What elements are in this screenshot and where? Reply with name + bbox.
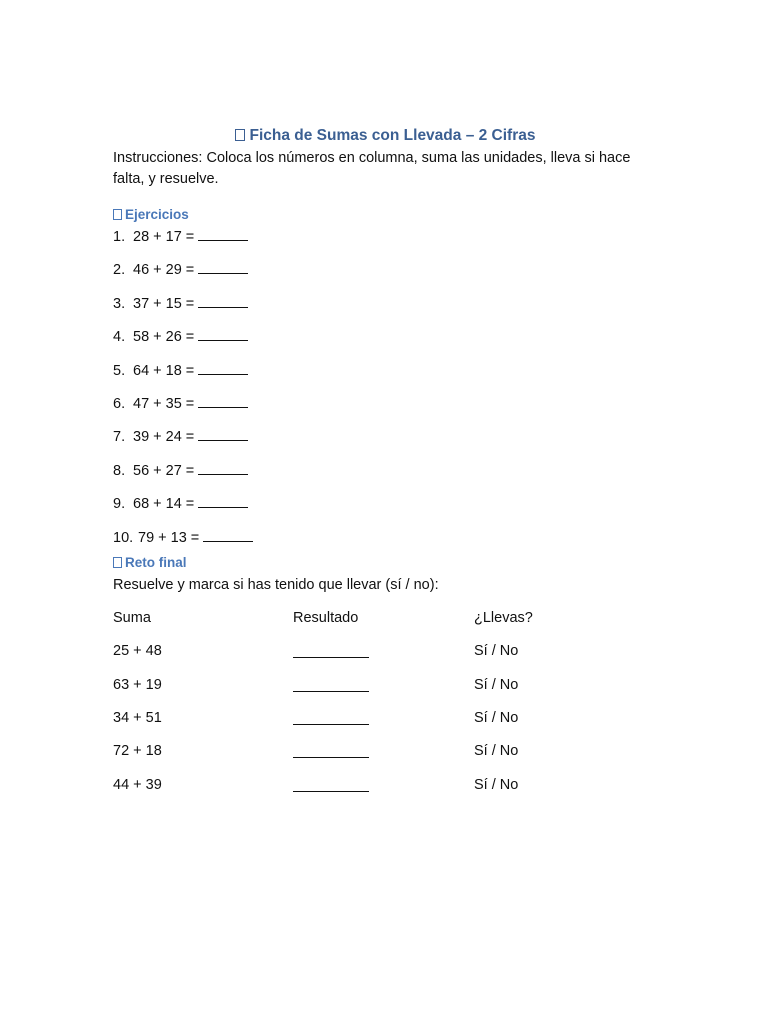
suma-cell: 72 + 18	[113, 743, 162, 760]
result-blank[interactable]	[293, 742, 369, 758]
llevas-cell[interactable]: Sí / No	[474, 710, 519, 727]
instructions-text: Instrucciones: Coloca los números en columna, suma las unidades, lleva si hace falta, y resuelve.	[113, 150, 631, 187]
answer-blank[interactable]	[198, 428, 248, 441]
exercise-number: 1.	[113, 229, 126, 245]
exercise-expression: 46 + 29 =	[133, 262, 195, 279]
answer-blank[interactable]	[198, 295, 248, 308]
exercise-number: 5.	[113, 362, 126, 379]
reto-intro-text: Resuelve y marca si has tenido que llevar (sí / no):	[113, 576, 439, 593]
exercise-expression: 47 + 35 =	[133, 395, 195, 412]
table-row	[113, 642, 658, 675]
resultado-cell	[293, 676, 474, 709]
answer-blank[interactable]	[198, 395, 248, 408]
resultado-cell	[293, 709, 474, 742]
exercise-number: 10.	[113, 529, 134, 546]
exercise-item	[113, 328, 658, 361]
suma-cell: 44 + 39	[113, 776, 162, 793]
exercise-item	[113, 395, 658, 428]
suma-cell: 34 + 51	[113, 710, 162, 727]
suma-cell: 63 + 19	[113, 676, 162, 693]
table-row	[113, 742, 658, 775]
exercise-expression: 64 + 18 =	[133, 362, 195, 379]
exercise-expression: 56 + 27 =	[133, 462, 195, 479]
header-resultado: Resultado	[293, 609, 359, 626]
missing-glyph-icon	[113, 209, 122, 220]
exercise-item	[113, 428, 658, 461]
reto-heading	[113, 554, 658, 572]
title-text: Ficha de Sumas con Llevada – 2 Cifras	[249, 127, 536, 144]
table-row	[113, 776, 658, 809]
exercise-number: 8.	[113, 462, 126, 479]
exercise-expression: 58 + 26 =	[133, 329, 195, 346]
exercise-expression: 39 + 24 =	[133, 429, 195, 446]
llevas-cell[interactable]: Sí / No	[474, 776, 519, 793]
llevas-cell[interactable]: Sí / No	[474, 676, 519, 693]
suma-cell: 25 + 48	[113, 643, 162, 660]
header-suma: Suma	[113, 609, 151, 626]
exercise-number: 7.	[113, 429, 126, 446]
exercise-list	[113, 228, 658, 562]
missing-glyph-icon	[113, 557, 122, 568]
missing-glyph-icon	[235, 129, 245, 141]
resultado-cell	[293, 776, 474, 809]
resultado-cell	[293, 742, 474, 775]
exercise-expression: 79 + 13 =	[138, 529, 200, 546]
exercise-expression: 68 + 14 =	[133, 496, 195, 513]
result-blank[interactable]	[293, 676, 369, 692]
exercise-number: 6.	[113, 395, 126, 412]
exercise-item	[113, 295, 658, 328]
result-blank[interactable]	[293, 642, 369, 658]
worksheet-title	[113, 124, 658, 148]
exercise-item	[113, 495, 658, 528]
resultado-cell	[293, 642, 474, 675]
result-blank[interactable]	[293, 709, 369, 725]
answer-blank[interactable]	[198, 328, 248, 341]
answer-blank[interactable]	[198, 228, 248, 241]
exercise-number: 2.	[113, 262, 126, 279]
exercise-number: 3.	[113, 295, 126, 312]
llevas-cell[interactable]: Sí / No	[474, 743, 519, 760]
answer-blank[interactable]	[198, 362, 248, 375]
answer-blank[interactable]	[198, 495, 248, 508]
table-header-row	[113, 609, 658, 642]
exercise-item	[113, 228, 658, 261]
exercise-expression: 28 + 17 =	[133, 229, 195, 245]
table-row	[113, 709, 658, 742]
exercise-item	[113, 261, 658, 294]
ejercicios-heading	[113, 206, 658, 224]
answer-blank[interactable]	[198, 261, 248, 274]
header-llevas: ¿Llevas?	[474, 609, 533, 626]
reto-heading-text: Reto final	[125, 554, 187, 570]
ejercicios-heading-text: Ejercicios	[125, 207, 189, 222]
llevas-cell[interactable]: Sí / No	[474, 643, 519, 660]
result-blank[interactable]	[293, 776, 369, 792]
exercise-item	[113, 462, 658, 495]
document-content	[113, 124, 658, 809]
answer-blank[interactable]	[203, 529, 253, 542]
exercise-item	[113, 362, 658, 395]
table-row	[113, 676, 658, 709]
exercise-number: 4.	[113, 329, 126, 346]
reto-table	[113, 609, 658, 809]
exercise-number: 9.	[113, 496, 126, 513]
exercise-expression: 37 + 15 =	[133, 295, 195, 312]
answer-blank[interactable]	[198, 462, 248, 475]
